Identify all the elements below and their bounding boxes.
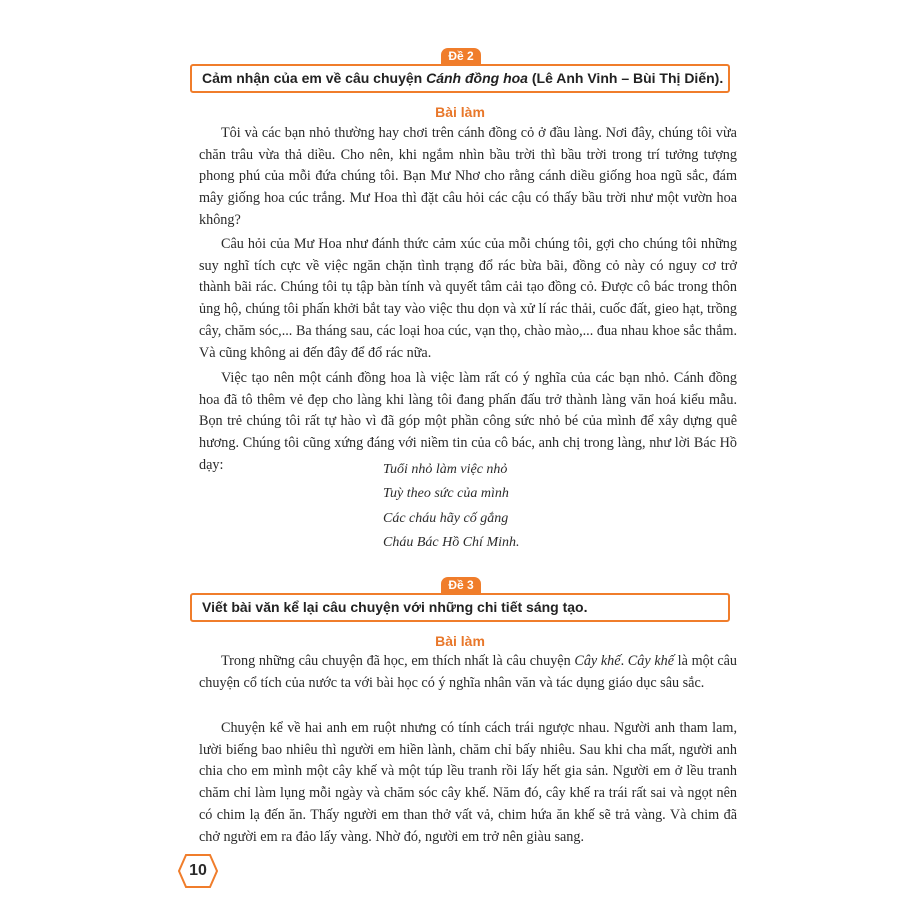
exercise-prompt-3: Viết bài văn kể lại câu chuyện với những chi tiết sáng tạo. xyxy=(190,593,730,622)
answer-heading-2: Bài làm xyxy=(435,104,485,120)
exercise-tag-3: Đề 3 xyxy=(441,577,481,593)
poem-line: Cháu Bác Hồ Chí Minh. xyxy=(383,535,520,551)
prompt-authors: (Lê Anh Vinh – Bùi Thị Diến). xyxy=(527,70,724,86)
exercise-tag-2: Đề 2 xyxy=(441,48,481,64)
poem-line: Tuỳ theo sức của mình xyxy=(383,486,509,502)
paragraph-2-1: Tôi và các bạn nhỏ thường hay chơi trên cánh đồng cỏ ở đầu làng. Nơi đây, chúng tôi vừa chăn trâu vừa thả diều. Cho nên, khi ngắm nhìn bầu trời thì bầu trời trong trí tưởng tượng phong phú của mỗi đứa chúng tôi. Bạn Mư Nhơ cho rằng cánh diều giống hoa ngũ sắc, đám mây giống hoa cúc trắng. Mư Hoa thì đặt câu hỏi các cậu có thấy bầu trời như một vườn hoa không? xyxy=(199,125,737,228)
poem-line: Tuổi nhỏ làm việc nhỏ xyxy=(383,462,508,477)
story-title: Cây khế xyxy=(574,653,621,669)
paragraph-3-1: Trong những câu chuyện đã học, em thích nhất là câu chuyện Cây khế. Cây khế là một câu chuyện cổ tích của nước ta với bài học có ý nghĩa nhân văn và tác dụng giáo dục sâu sắc. xyxy=(199,653,738,691)
page-number: 10 xyxy=(189,862,207,879)
paragraph-2-2: Câu hỏi của Mư Hoa như đánh thức cảm xúc của mỗi chúng tôi, gợi cho chúng tôi những suy nghĩ tích cực về việc ngăn chặn tình trạng đổ rác bừa bãi, đồng cỏ này có nguy cơ trở thành bãi rác. Chúng tôi tụ tập bàn tính và quyết tâm cải tạo đồng cỏ. Được cô bác trong thôn ủng hộ, chúng tôi phấn khởi bắt tay vào việc thu dọn và xử lí rác thải, cuốc đất, gieo hạt, trồng cây, chăm sóc,... Ba tháng sau, các loại hoa cúc, vạn thọ, chào mào,... đua nhau khoe sắc thắm. Và cũng không ai đến đây để đổ rác nữa. xyxy=(199,236,737,361)
story-title: Cây khế xyxy=(627,653,675,669)
paragraph-2-3: Việc tạo nên một cánh đồng hoa là việc làm rất có ý nghĩa của các bạn nhỏ. Cánh đồng hoa đã tô thêm vẻ đẹp cho làng khi làng tôi đang phấn đấu trở thành làng văn hoá kiểu mẫu. Bọn trẻ chúng tôi rất tự hào vì đã góp một phần công sức nhỏ bé của mình để xây dựng quê hương. Chúng tôi cũng xứng đáng với niềm tin của cô bác, anh chị trong làng, như lời Bác Hồ dạy: xyxy=(199,370,737,473)
prompt-text: Cảm nhận của em về câu chuyện xyxy=(202,70,427,86)
story-title: Cánh đồng hoa xyxy=(426,70,528,86)
exercise-prompt-2 xyxy=(190,64,730,93)
poem xyxy=(383,458,520,556)
poem-line: Các cháu hãy cố gắng xyxy=(383,510,509,526)
paragraph-3-2: Chuyện kể về hai anh em ruột nhưng có tính cách trái ngược nhau. Người anh tham lam, lười biếng bao nhiêu thì người em hiền lành, chăm chỉ bấy nhiêu. Sau khi cha mất, người anh chia cho em mình một cây khế và một túp lều tranh rồi lấy hết gia sản. Người em ở lều tranh chăm chỉ làm lụng mỗi ngày và chăm sóc cây khế. Năm đó, cây khế ra trái rất sai và ngọt nên có chim lạ đến ăn. Thấy người em than thở vất vả, chim hứa ăn khế sẽ trả vàng. Và chim đã chở người em ra đảo lấy vàng. Nhờ đó, người em trở nên giàu sang. xyxy=(199,720,737,845)
answer-heading-3: Bài làm xyxy=(435,633,485,649)
